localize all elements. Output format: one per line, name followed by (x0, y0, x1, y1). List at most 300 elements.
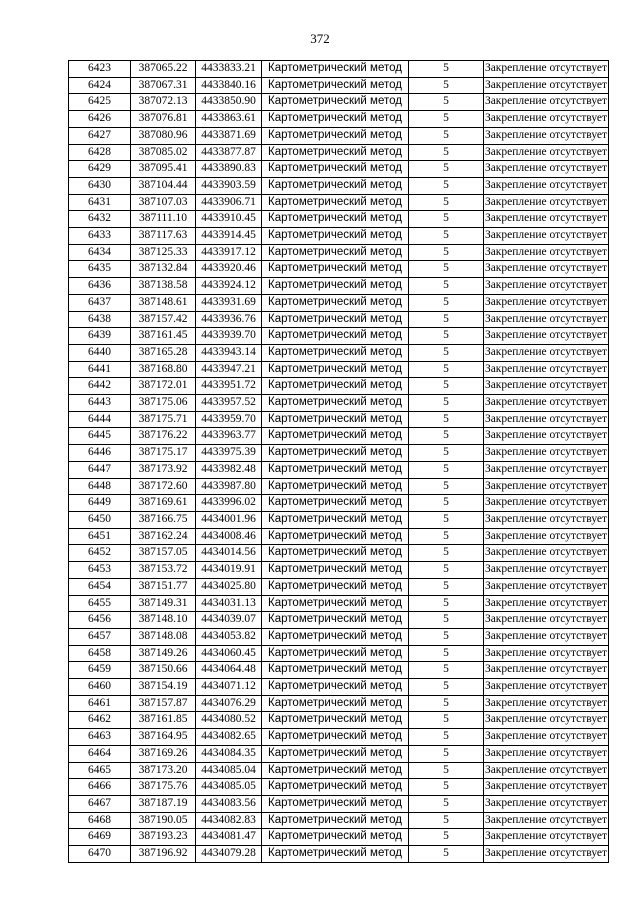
x-coordinate-cell: 387169.26 (131, 745, 196, 762)
point-number-cell: 6463 (69, 729, 131, 746)
fixing-cell: Закрепление отсутствует (484, 111, 609, 128)
accuracy-cell: 5 (409, 695, 484, 712)
accuracy-cell: 5 (409, 779, 484, 796)
table-row (69, 395, 609, 412)
table-row (69, 712, 609, 729)
accuracy-cell: 5 (409, 311, 484, 328)
accuracy-cell: 5 (409, 127, 484, 144)
method-cell: Картометрический метод (262, 495, 409, 512)
method-cell: Картометрический метод (262, 194, 409, 211)
table-row (69, 495, 609, 512)
method-cell: Картометрический метод (262, 395, 409, 412)
x-coordinate-cell: 387117.63 (131, 228, 196, 245)
method-cell: Картометрический метод (262, 261, 409, 278)
y-coordinate-cell: 4434014.56 (196, 545, 262, 562)
point-number-cell: 6424 (69, 77, 131, 94)
method-cell: Картометрический метод (262, 645, 409, 662)
table-row (69, 846, 609, 863)
method-cell: Картометрический метод (262, 161, 409, 178)
point-number-cell: 6443 (69, 395, 131, 412)
table-row (69, 77, 609, 94)
x-coordinate-cell: 387072.13 (131, 94, 196, 111)
y-coordinate-cell: 4433924.12 (196, 278, 262, 295)
point-number-cell: 6469 (69, 829, 131, 846)
fixing-cell: Закрепление отсутствует (484, 812, 609, 829)
accuracy-cell: 5 (409, 344, 484, 361)
point-number-cell: 6448 (69, 478, 131, 495)
accuracy-cell: 5 (409, 395, 484, 412)
point-number-cell: 6454 (69, 578, 131, 595)
table-row (69, 578, 609, 595)
method-cell: Картометрический метод (262, 411, 409, 428)
table-body (69, 61, 609, 863)
y-coordinate-cell: 4433903.59 (196, 177, 262, 194)
table-row (69, 695, 609, 712)
method-cell: Картометрический метод (262, 528, 409, 545)
method-cell: Картометрический метод (262, 127, 409, 144)
accuracy-cell: 5 (409, 144, 484, 161)
point-number-cell: 6438 (69, 311, 131, 328)
accuracy-cell: 5 (409, 461, 484, 478)
method-cell: Картометрический метод (262, 111, 409, 128)
x-coordinate-cell: 387150.66 (131, 662, 196, 679)
y-coordinate-cell: 4434001.96 (196, 511, 262, 528)
method-cell: Картометрический метод (262, 478, 409, 495)
point-number-cell: 6429 (69, 161, 131, 178)
accuracy-cell: 5 (409, 361, 484, 378)
table-row (69, 127, 609, 144)
y-coordinate-cell: 4433850.90 (196, 94, 262, 111)
method-cell: Картометрический метод (262, 712, 409, 729)
fixing-cell: Закрепление отсутствует (484, 177, 609, 194)
method-cell: Картометрический метод (262, 695, 409, 712)
fixing-cell: Закрепление отсутствует (484, 662, 609, 679)
y-coordinate-cell: 4433910.45 (196, 211, 262, 228)
fixing-cell: Закрепление отсутствует (484, 378, 609, 395)
fixing-cell: Закрепление отсутствует (484, 344, 609, 361)
method-cell: Картометрический метод (262, 846, 409, 863)
point-number-cell: 6439 (69, 328, 131, 345)
page-number: 372 (310, 31, 330, 46)
table-row (69, 361, 609, 378)
fixing-cell: Закрепление отсутствует (484, 211, 609, 228)
x-coordinate-cell: 387157.42 (131, 311, 196, 328)
x-coordinate-cell: 387176.22 (131, 428, 196, 445)
point-number-cell: 6425 (69, 94, 131, 111)
table-row (69, 378, 609, 395)
x-coordinate-cell: 387149.26 (131, 645, 196, 662)
x-coordinate-cell: 387175.17 (131, 445, 196, 462)
method-cell: Картометрический метод (262, 562, 409, 579)
x-coordinate-cell: 387095.41 (131, 161, 196, 178)
accuracy-cell: 5 (409, 94, 484, 111)
fixing-cell: Закрепление отсутствует (484, 628, 609, 645)
table-row (69, 628, 609, 645)
y-coordinate-cell: 4433931.69 (196, 294, 262, 311)
fixing-cell: Закрепление отсутствует (484, 729, 609, 746)
method-cell: Картометрический метод (262, 729, 409, 746)
fixing-cell: Закрепление отсутствует (484, 528, 609, 545)
fixing-cell: Закрепление отсутствует (484, 411, 609, 428)
x-coordinate-cell: 387107.03 (131, 194, 196, 211)
point-number-cell: 6466 (69, 779, 131, 796)
method-cell: Картометрический метод (262, 762, 409, 779)
x-coordinate-cell: 387132.84 (131, 261, 196, 278)
x-coordinate-cell: 387085.02 (131, 144, 196, 161)
point-number-cell: 6441 (69, 361, 131, 378)
y-coordinate-cell: 4434079.28 (196, 846, 262, 863)
table-row (69, 311, 609, 328)
x-coordinate-cell: 387157.05 (131, 545, 196, 562)
x-coordinate-cell: 387067.31 (131, 77, 196, 94)
y-coordinate-cell: 4433833.21 (196, 61, 262, 78)
method-cell: Картометрический метод (262, 94, 409, 111)
point-number-cell: 6467 (69, 795, 131, 812)
method-cell: Картометрический метод (262, 77, 409, 94)
y-coordinate-cell: 4433917.12 (196, 244, 262, 261)
table-row (69, 478, 609, 495)
table-row (69, 61, 609, 78)
x-coordinate-cell: 387162.24 (131, 528, 196, 545)
point-number-cell: 6464 (69, 745, 131, 762)
fixing-cell: Закрепление отсутствует (484, 61, 609, 78)
accuracy-cell: 5 (409, 562, 484, 579)
x-coordinate-cell: 387173.20 (131, 762, 196, 779)
accuracy-cell: 5 (409, 578, 484, 595)
accuracy-cell: 5 (409, 328, 484, 345)
accuracy-cell: 5 (409, 829, 484, 846)
point-number-cell: 6430 (69, 177, 131, 194)
fixing-cell: Закрепление отсутствует (484, 645, 609, 662)
point-number-cell: 6462 (69, 712, 131, 729)
point-number-cell: 6444 (69, 411, 131, 428)
table-row (69, 228, 609, 245)
accuracy-cell: 5 (409, 511, 484, 528)
fixing-cell: Закрепление отсутствует (484, 562, 609, 579)
point-number-cell: 6442 (69, 378, 131, 395)
accuracy-cell: 5 (409, 612, 484, 629)
table-row (69, 795, 609, 812)
x-coordinate-cell: 387166.75 (131, 511, 196, 528)
point-number-cell: 6427 (69, 127, 131, 144)
x-coordinate-cell: 387076.81 (131, 111, 196, 128)
accuracy-cell: 5 (409, 478, 484, 495)
accuracy-cell: 5 (409, 662, 484, 679)
accuracy-cell: 5 (409, 378, 484, 395)
point-number-cell: 6468 (69, 812, 131, 829)
fixing-cell: Закрепление отсутствует (484, 361, 609, 378)
table-row (69, 445, 609, 462)
fixing-cell: Закрепление отсутствует (484, 261, 609, 278)
x-coordinate-cell: 387157.87 (131, 695, 196, 712)
fixing-cell: Закрепление отсутствует (484, 244, 609, 261)
method-cell: Картометрический метод (262, 511, 409, 528)
method-cell: Картометрический метод (262, 578, 409, 595)
x-coordinate-cell: 387165.28 (131, 344, 196, 361)
table-row (69, 812, 609, 829)
point-number-cell: 6433 (69, 228, 131, 245)
x-coordinate-cell: 387148.10 (131, 612, 196, 629)
x-coordinate-cell: 387173.92 (131, 461, 196, 478)
table-row (69, 645, 609, 662)
table-row (69, 511, 609, 528)
fixing-cell: Закрепление отсутствует (484, 228, 609, 245)
point-number-cell: 6428 (69, 144, 131, 161)
x-coordinate-cell: 387175.06 (131, 395, 196, 412)
point-number-cell: 6432 (69, 211, 131, 228)
x-coordinate-cell: 387153.72 (131, 562, 196, 579)
table-row (69, 278, 609, 295)
x-coordinate-cell: 387193.23 (131, 829, 196, 846)
method-cell: Картометрический метод (262, 144, 409, 161)
x-coordinate-cell: 387196.92 (131, 846, 196, 863)
accuracy-cell: 5 (409, 679, 484, 696)
point-number-cell: 6458 (69, 645, 131, 662)
y-coordinate-cell: 4433957.52 (196, 395, 262, 412)
y-coordinate-cell: 4434019.91 (196, 562, 262, 579)
method-cell: Картометрический метод (262, 795, 409, 812)
point-number-cell: 6459 (69, 662, 131, 679)
table-row (69, 344, 609, 361)
y-coordinate-cell: 4433943.14 (196, 344, 262, 361)
point-number-cell: 6435 (69, 261, 131, 278)
y-coordinate-cell: 4433939.70 (196, 328, 262, 345)
fixing-cell: Закрепление отсутствует (484, 595, 609, 612)
fixing-cell: Закрепление отсутствует (484, 511, 609, 528)
accuracy-cell: 5 (409, 628, 484, 645)
fixing-cell: Закрепление отсутствует (484, 161, 609, 178)
accuracy-cell: 5 (409, 77, 484, 94)
table-row (69, 261, 609, 278)
y-coordinate-cell: 4434053.82 (196, 628, 262, 645)
fixing-cell: Закрепление отсутствует (484, 194, 609, 211)
fixing-cell: Закрепление отсутствует (484, 695, 609, 712)
point-number-cell: 6451 (69, 528, 131, 545)
accuracy-cell: 5 (409, 645, 484, 662)
accuracy-cell: 5 (409, 595, 484, 612)
table-row (69, 144, 609, 161)
table-row (69, 729, 609, 746)
y-coordinate-cell: 4433890.83 (196, 161, 262, 178)
coordinates-table (68, 60, 609, 863)
accuracy-cell: 5 (409, 194, 484, 211)
method-cell: Картометрический метод (262, 679, 409, 696)
method-cell: Картометрический метод (262, 628, 409, 645)
x-coordinate-cell: 387125.33 (131, 244, 196, 261)
x-coordinate-cell: 387168.80 (131, 361, 196, 378)
point-number-cell: 6440 (69, 344, 131, 361)
y-coordinate-cell: 4434085.04 (196, 762, 262, 779)
accuracy-cell: 5 (409, 211, 484, 228)
method-cell: Картометрический метод (262, 428, 409, 445)
x-coordinate-cell: 387175.76 (131, 779, 196, 796)
y-coordinate-cell: 4434085.05 (196, 779, 262, 796)
x-coordinate-cell: 387104.44 (131, 177, 196, 194)
point-number-cell: 6470 (69, 846, 131, 863)
table-row (69, 762, 609, 779)
fixing-cell: Закрепление отсутствует (484, 612, 609, 629)
accuracy-cell: 5 (409, 745, 484, 762)
fixing-cell: Закрепление отсутствует (484, 461, 609, 478)
method-cell: Картометрический метод (262, 244, 409, 261)
point-number-cell: 6455 (69, 595, 131, 612)
method-cell: Картометрический метод (262, 378, 409, 395)
method-cell: Картометрический метод (262, 177, 409, 194)
method-cell: Картометрический метод (262, 228, 409, 245)
point-number-cell: 6446 (69, 445, 131, 462)
method-cell: Картометрический метод (262, 278, 409, 295)
accuracy-cell: 5 (409, 61, 484, 78)
point-number-cell: 6453 (69, 562, 131, 579)
table-row (69, 829, 609, 846)
y-coordinate-cell: 4433947.21 (196, 361, 262, 378)
accuracy-cell: 5 (409, 428, 484, 445)
table-row (69, 461, 609, 478)
fixing-cell: Закрепление отсутствует (484, 745, 609, 762)
method-cell: Картометрический метод (262, 662, 409, 679)
method-cell: Картометрический метод (262, 745, 409, 762)
table-row (69, 177, 609, 194)
y-coordinate-cell: 4433914.45 (196, 228, 262, 245)
fixing-cell: Закрепление отсутствует (484, 311, 609, 328)
method-cell: Картометрический метод (262, 344, 409, 361)
point-number-cell: 6426 (69, 111, 131, 128)
method-cell: Картометрический метод (262, 445, 409, 462)
table-row (69, 779, 609, 796)
fixing-cell: Закрепление отсутствует (484, 795, 609, 812)
fixing-cell: Закрепление отсутствует (484, 445, 609, 462)
accuracy-cell: 5 (409, 495, 484, 512)
x-coordinate-cell: 387149.31 (131, 595, 196, 612)
table-row (69, 94, 609, 111)
method-cell: Картометрический метод (262, 61, 409, 78)
y-coordinate-cell: 4434080.52 (196, 712, 262, 729)
point-number-cell: 6457 (69, 628, 131, 645)
x-coordinate-cell: 387175.71 (131, 411, 196, 428)
method-cell: Картометрический метод (262, 361, 409, 378)
y-coordinate-cell: 4433877.87 (196, 144, 262, 161)
point-number-cell: 6423 (69, 61, 131, 78)
x-coordinate-cell: 387169.61 (131, 495, 196, 512)
accuracy-cell: 5 (409, 244, 484, 261)
fixing-cell: Закрепление отсутствует (484, 144, 609, 161)
method-cell: Картометрический метод (262, 612, 409, 629)
accuracy-cell: 5 (409, 812, 484, 829)
method-cell: Картометрический метод (262, 311, 409, 328)
x-coordinate-cell: 387172.01 (131, 378, 196, 395)
y-coordinate-cell: 4434076.29 (196, 695, 262, 712)
fixing-cell: Закрепление отсутствует (484, 712, 609, 729)
accuracy-cell: 5 (409, 411, 484, 428)
table-row (69, 328, 609, 345)
fixing-cell: Закрепление отсутствует (484, 578, 609, 595)
y-coordinate-cell: 4433920.46 (196, 261, 262, 278)
table-row (69, 528, 609, 545)
table-row (69, 745, 609, 762)
fixing-cell: Закрепление отсутствует (484, 829, 609, 846)
x-coordinate-cell: 387190.05 (131, 812, 196, 829)
x-coordinate-cell: 387065.22 (131, 61, 196, 78)
accuracy-cell: 5 (409, 712, 484, 729)
table-row (69, 111, 609, 128)
y-coordinate-cell: 4434025.80 (196, 578, 262, 595)
fixing-cell: Закрепление отсутствует (484, 328, 609, 345)
y-coordinate-cell: 4433840.16 (196, 77, 262, 94)
x-coordinate-cell: 387161.85 (131, 712, 196, 729)
point-number-cell: 6450 (69, 511, 131, 528)
x-coordinate-cell: 387172.60 (131, 478, 196, 495)
fixing-cell: Закрепление отсутствует (484, 545, 609, 562)
y-coordinate-cell: 4434031.13 (196, 595, 262, 612)
x-coordinate-cell: 387151.77 (131, 578, 196, 595)
x-coordinate-cell: 387148.61 (131, 294, 196, 311)
fixing-cell: Закрепление отсутствует (484, 428, 609, 445)
point-number-cell: 6456 (69, 612, 131, 629)
x-coordinate-cell: 387138.58 (131, 278, 196, 295)
x-coordinate-cell: 387080.96 (131, 127, 196, 144)
method-cell: Картометрический метод (262, 829, 409, 846)
fixing-cell: Закрепление отсутствует (484, 395, 609, 412)
fixing-cell: Закрепление отсутствует (484, 278, 609, 295)
y-coordinate-cell: 4433982.48 (196, 461, 262, 478)
method-cell: Картометрический метод (262, 328, 409, 345)
method-cell: Картометрический метод (262, 595, 409, 612)
accuracy-cell: 5 (409, 729, 484, 746)
x-coordinate-cell: 387154.19 (131, 679, 196, 696)
accuracy-cell: 5 (409, 111, 484, 128)
accuracy-cell: 5 (409, 261, 484, 278)
fixing-cell: Закрепление отсутствует (484, 478, 609, 495)
point-number-cell: 6434 (69, 244, 131, 261)
x-coordinate-cell: 387187.19 (131, 795, 196, 812)
table-row (69, 194, 609, 211)
point-number-cell: 6452 (69, 545, 131, 562)
accuracy-cell: 5 (409, 795, 484, 812)
y-coordinate-cell: 4434082.65 (196, 729, 262, 746)
fixing-cell: Закрепление отсутствует (484, 779, 609, 796)
point-number-cell: 6461 (69, 695, 131, 712)
accuracy-cell: 5 (409, 228, 484, 245)
accuracy-cell: 5 (409, 294, 484, 311)
table-row (69, 662, 609, 679)
table-row (69, 428, 609, 445)
point-number-cell: 6445 (69, 428, 131, 445)
y-coordinate-cell: 4434082.83 (196, 812, 262, 829)
y-coordinate-cell: 4433975.39 (196, 445, 262, 462)
point-number-cell: 6449 (69, 495, 131, 512)
y-coordinate-cell: 4434064.48 (196, 662, 262, 679)
y-coordinate-cell: 4433987.80 (196, 478, 262, 495)
y-coordinate-cell: 4433996.02 (196, 495, 262, 512)
method-cell: Картометрический метод (262, 545, 409, 562)
y-coordinate-cell: 4434008.46 (196, 528, 262, 545)
point-number-cell: 6460 (69, 679, 131, 696)
fixing-cell: Закрепление отсутствует (484, 846, 609, 863)
method-cell: Картометрический метод (262, 294, 409, 311)
y-coordinate-cell: 4434081.47 (196, 829, 262, 846)
x-coordinate-cell: 387148.08 (131, 628, 196, 645)
accuracy-cell: 5 (409, 161, 484, 178)
y-coordinate-cell: 4434060.45 (196, 645, 262, 662)
method-cell: Картометрический метод (262, 812, 409, 829)
point-number-cell: 6465 (69, 762, 131, 779)
fixing-cell: Закрепление отсутствует (484, 294, 609, 311)
y-coordinate-cell: 4433951.72 (196, 378, 262, 395)
y-coordinate-cell: 4433963.77 (196, 428, 262, 445)
table-row (69, 545, 609, 562)
point-number-cell: 6447 (69, 461, 131, 478)
point-number-cell: 6436 (69, 278, 131, 295)
